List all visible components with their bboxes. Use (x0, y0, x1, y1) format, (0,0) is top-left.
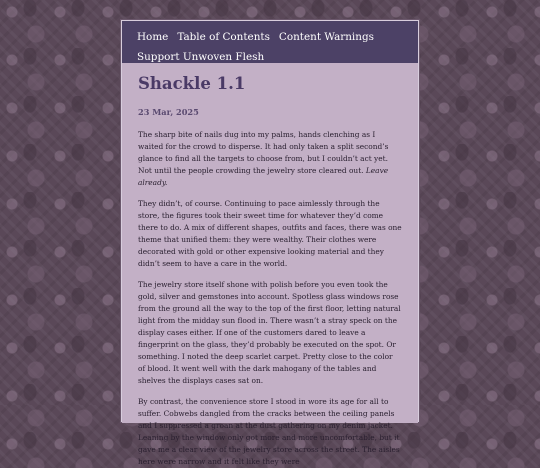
post-title: Shackle 1.1 (138, 74, 246, 93)
nav-content-warnings-link[interactable]: Content Warnings (278, 31, 374, 43)
paragraph-4: By contrast, the convenience store I stood in wore its age for all to suffer. Cobwebs dangled from the cracks between the ceiling panels and I suppressed a groan at the dust gathering on my denim jacket. Leaning by the window only got more and more uncomfortable, but it gave me a clear view of the jewelry store across the street. The aisles here were narrow and it felt like they were (138, 397, 400, 466)
nav-home-link[interactable]: Home (137, 31, 169, 43)
paragraph-3: The jewelry store itself shone with polish before you even took the gold, silver and gemstones into account. Spotless glass windows rose from the ground all the way to the top of the first floor, letting natural light from the midday sun flood in. There wasn’t a stray speck on the display cases either. If one of the customers dared to leave a fingerprint on the glass, they’d probably be executed on the spot. Or something. I noted the deep scarlet carpet. Pretty close to the color of blood. It went well with the dark mahogany of the tables and shelves the displays cases sat on. (138, 280, 401, 385)
paragraph-1-emphasis: Leave already. (138, 166, 389, 187)
paragraph-1-text: The sharp bite of nails dug into my palms, hands clenching as I waited for the crowd to disperse. It had only taken a split second’s glance to find all the targets to choose from, but I couldn’t act yet. Not until the people crowding the jewelry store cleared out. (138, 130, 389, 175)
nav-table-of-contents-link[interactable]: Table of Contents (177, 31, 270, 43)
page-container (121, 20, 419, 466)
post-date: 23 Mar, 2025 (138, 107, 199, 117)
top-nav (122, 21, 418, 63)
paragraph-2: They didn’t, of course. Continuing to pace aimlessly through the store, the figures took their sweet time for whatever they’d come there to do. A mix of different shapes, outfits and faces, there was one theme that unified them: they were wealthy. Their clothes were decorated with gold or other expensive looking material and they didn’t seem to have a care in the world. (138, 199, 402, 268)
post-content (122, 63, 418, 466)
paragraph-1 (138, 129, 402, 189)
nav-support-link[interactable]: Support Unwoven Flesh (137, 51, 265, 63)
